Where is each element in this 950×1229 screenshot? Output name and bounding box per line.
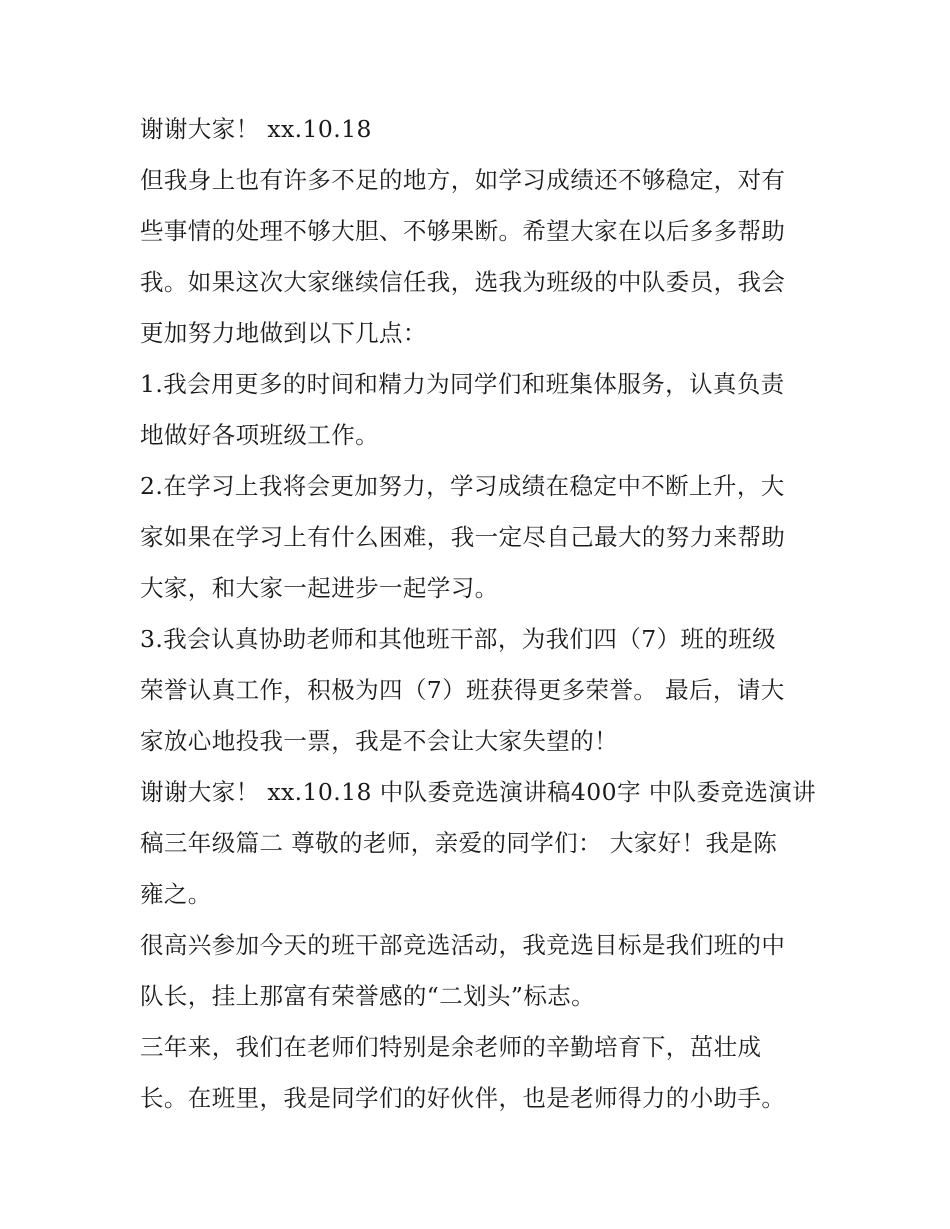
text-line: 很高兴参加今天的班干部竞选活动，我竞选目标是我们班的中	[140, 931, 786, 959]
document-body	[140, 104, 830, 1124]
text-line: 家放心地投我一票，我是不会让大家失望的！	[140, 727, 618, 755]
text-line: 谢谢大家！ xx.10.18	[140, 115, 372, 143]
text-line: 些事情的处理不够大胆、不够果断。希望大家在以后多多帮助	[140, 217, 786, 245]
text-line: 但我身上也有许多不足的地方，如学习成绩还不够稳定，对有	[140, 166, 786, 194]
text-line: 三年来，我们在老师们特别是余老师的辛勤培育下，茁壮成	[140, 1033, 762, 1061]
text-line: 地做好各项班级工作。	[140, 421, 379, 449]
text-line: 雍之。	[140, 880, 212, 908]
text-line: 2.在学习上我将会更加努力，学习成绩在稳定中不断上升，大	[140, 472, 785, 500]
text-line: 大家，和大家一起进步一起学习。	[140, 574, 499, 602]
text-line: 荣誉认真工作，积极为四（7）班获得更多荣誉。 最后，请大	[140, 676, 785, 704]
text-line: 我。如果这次大家继续信任我，选我为班级的中队委员，我会	[140, 268, 786, 296]
text-line: 家如果在学习上有什么困难，我一定尽自己最大的努力来帮助	[140, 523, 786, 551]
text-line: 3.我会认真协助老师和其他班干部，为我们四（7）班的班级	[140, 625, 777, 653]
text-line: 更加努力地做到以下几点：	[140, 319, 427, 347]
text-line: 队长，挂上那富有荣誉感的“二划头”标志。	[140, 982, 596, 1010]
text-line: 稿三年级篇二 尊敬的老师，亲爱的同学们： 大家好！我是陈	[140, 829, 778, 857]
text-line: 谢谢大家！ xx.10.18 中队委竞选演讲稿400字 中队委竞选演讲	[140, 778, 817, 806]
text-line: 长。在班里，我是同学们的好伙伴，也是老师得力的小助手。	[140, 1084, 786, 1112]
text-line: 1.我会用更多的时间和精力为同学们和班集体服务，认真负责	[140, 370, 785, 398]
